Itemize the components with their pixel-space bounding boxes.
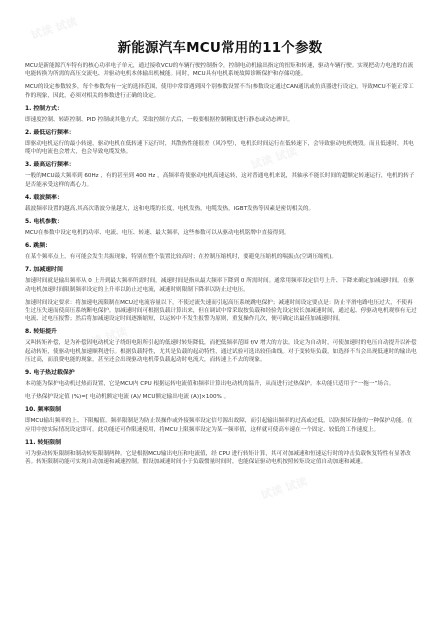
section-body: 又叫转矩补偿，是为补偿因电动机定子绕组电阻所引起的低速时转矩降低，而把低频率范围 f/V 增大的方法。设定为自动时，可使加速时的电压自动提升以补偿起动转矩，使驱动电机加速顺利进行。根据负载特性，尤其是负载的起动特性，通过试验可选出较佳曲线。对于变转矩负载，如选择不当会出现低速时的输出电压过高，而浪费电能的现象，甚至还会出现驱动电机带负载起动时电流大，而转速上不去的现象。 (25, 340, 417, 363)
section-body: MCU在参数中设定电机的功率、电流、电压、转速、最大频率，这些参数可以从驱动电机铭牌中直接得到。 (25, 230, 290, 237)
section-body: 即MCU输出频率的上、下限幅值。频率限制是为防止误操作或外接频率设定信号源出故障，而引起输出频率的过高或过低，以防损坏设备的一种保护功能。在应用中按实际情况设定即可。此功能还可作限速使用，将MCU上限频率设定为某一频率值，这样就可使高车速在一个固定、较低的工作速度上。 (25, 418, 413, 433)
section-heading: 4. 载波频率： (25, 194, 63, 201)
section-heading: 11. 转矩限制 (25, 439, 62, 446)
section-body: 加速时间设定要求：将加速电流限制在MCU过电流容量以下，不使过流失速而引起高压系统跳电保护；减速时间设定要点是：防止平滑电路电压过大，不使再生过压失速而使高压系统断电保护。加减速时间可根据负载计算出来，但在调试中常采取按负载和经验先设定较长加减速时间，通过起、停驱动电机观察有无过电流、过电压报警；然后将加减速设定时间逐渐缩短，以运转中不发生报警为原则，重复操作几次，便可确定出最佳加减速时间。 (25, 299, 417, 323)
section-body: 即速度控制、转距控制、PID 控制或其他方式。采取控制方式后，一般要根据控制精度进行静态或动态辨识。 (25, 116, 294, 123)
intro-paragraph: MCU是新能源汽车特有的核心功率电子单元，通过接收VCU的车辆行驶控制指令，控制电动机输出指定的扭矩和转速，驱动车辆行驶。实现把动力电池的直流电能转换为所需的高压交流电、并驱动电机本体输出机械能。同时，MCU具有电机系统故障诊断保护和存储功能。 (25, 63, 414, 78)
section-heading: 1. 控制方式： (25, 105, 63, 112)
section-heading: 6. 跳频： (25, 243, 52, 250)
section-body: 本功能为保护电动机过热而设置，它是MCU内 CPU 根据运转电流值和频率计算出电动机的温升，从而进行过热保护。本功能只适用于“一拖一”场合。 (25, 381, 395, 388)
section-heading: 10. 频率限制 (25, 407, 62, 414)
watermark: 试读 试读 (249, 144, 299, 173)
watermark: 试读 试读 (79, 324, 129, 353)
watermark: 试读 试读 (259, 474, 309, 503)
section-body: 加速时间就是输出频率从 0 上升到最大频率所需时间，减速时间是指从最大频率下降到 0 所需时间。通常用频率设定信号上升、下降来确定加减速时间。在驱动电机加速时间限制频率设定的上升率以防止过电流，减速时则限制下降率以防止过电压。 (25, 278, 415, 293)
document-body (25, 62, 417, 471)
section-body: 一般的MCU最大频率到 60Hz ，有的甚至到 400 Hz ，高频率将使驱动电机高速运转，这对普通电机来说，其轴承不能长时间的超额定转速运行，电机的转子是否能承受这样的离心力。 (25, 173, 415, 188)
section-body: 在某个频率点上，有可能会发生共振现象，特别在整个装置比较高时；在控制压缩机时，要避免压缩机的喘振点(空调压缩机)。 (25, 254, 338, 261)
section-body: 电子热保护设定值 (%)=[ 电动机额定电流 (A)/ MCU额定输出电流 (A)]×100% 。 (25, 394, 230, 401)
section-heading: 2. 最低运行频率： (25, 130, 75, 137)
section-heading: 9. 电子热过载保护 (25, 370, 75, 377)
section-body: 即驱动电机运行的最小转速，驱动电机在低转速下运行时，其散热性能很差（风冷型），电机长时间运行在低转速下，会导致驱动电机烧毁。而且低速时，其电缆中的电流也会增大，也会导致电缆发热。 (25, 141, 414, 156)
intro-paragraph: MCU的设定参数较多，每个参数均有一定的选择范围，使用中常常遇到因个别参数设置不当(参数设定通过CAN通讯或仿真器进行设定)，导致MCU不能正常工作的现象，因此，必须对相关的参数进行正确的设定。 (25, 84, 414, 99)
section-heading: 8. 转矩提升 (25, 329, 57, 336)
section-body: 载波频率设置的越高,其高次谐波分量越大，这和电缆的长度，电机发热，电缆发热，IGBT发热等因素是密切相关的。 (25, 205, 315, 212)
section-body: 可为驱动转矩限制和制动转矩限制两种。它是根据MCU输出电压和电流值，经 CPU 进行转矩计算，其可对加减速和恒速运行时的冲击负载恢复特性有显著改善。转矩限制功能可实现自动加速和减速控制。假设加减速时间小于负载惯量时间时，也能保证驱动电机按照转矩设定值自动加速和减速。 (25, 450, 411, 466)
page-title: 新能源汽车MCU常用的11个参数 (117, 40, 323, 56)
section-heading: 3. 最高运行频率： (25, 162, 75, 169)
watermark: 试读 试读 (29, 14, 79, 43)
section-heading: 5. 电机参数： (25, 219, 63, 226)
section-heading: 7. 加减速时间 (25, 267, 63, 274)
